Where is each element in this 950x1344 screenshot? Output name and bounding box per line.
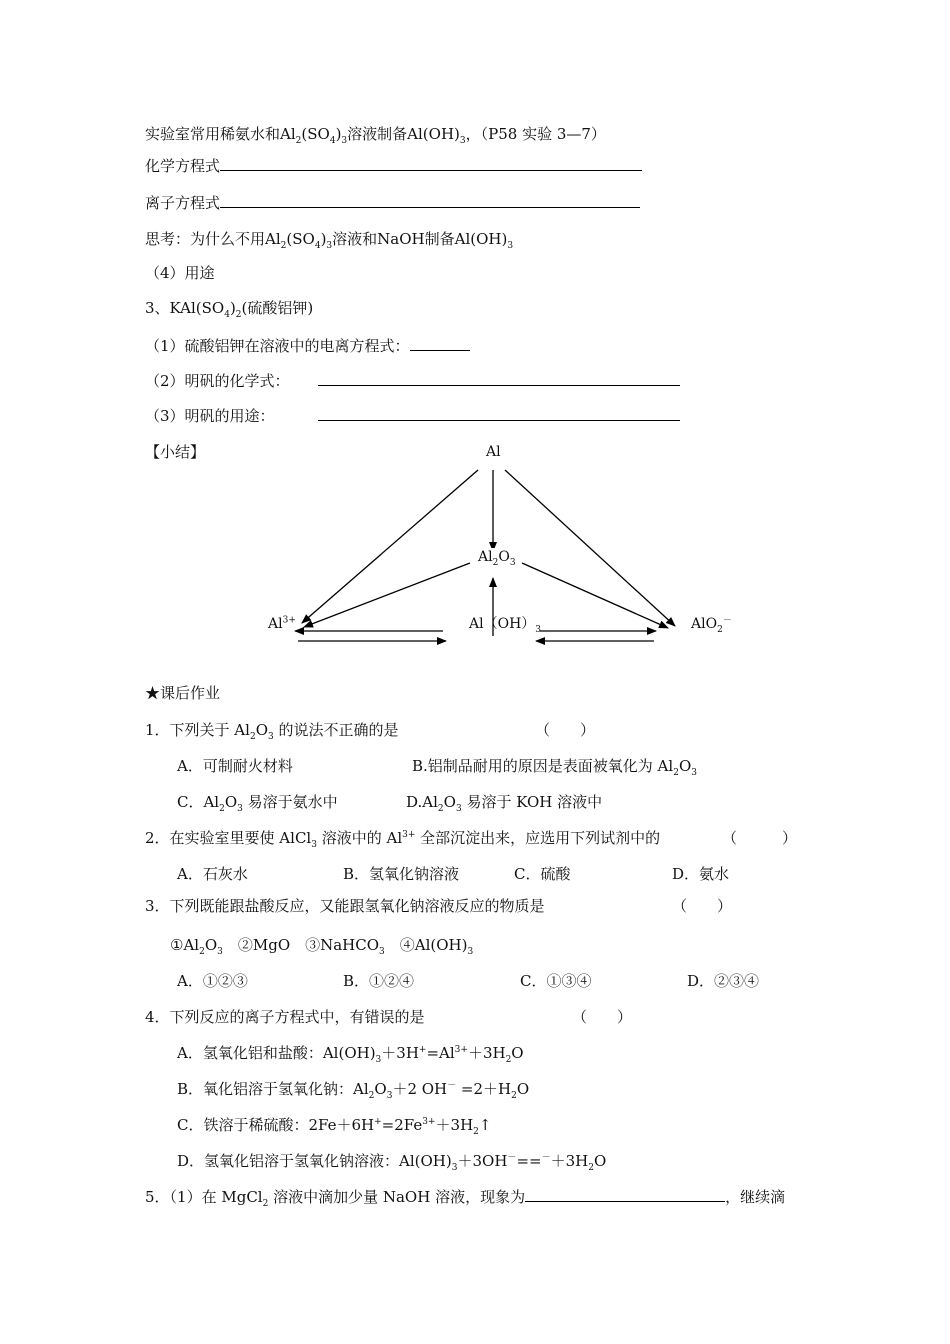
text: 5．（1）在 MgCl xyxy=(145,1188,263,1206)
text: Al xyxy=(478,549,493,565)
text: 2．在实验室里要使 AlCl xyxy=(145,829,312,847)
chem-eq-label: 化学方程式 xyxy=(145,157,221,175)
q1-option-c xyxy=(177,792,338,812)
text: O xyxy=(374,1080,387,1098)
text: == xyxy=(516,1152,542,1170)
text: ＋3H xyxy=(550,1152,589,1170)
ion-eq-label: 离子方程式 xyxy=(145,194,221,212)
q2-option-a: A．石灰水 xyxy=(177,865,248,883)
text: （3）明矾的用途： xyxy=(145,407,275,425)
subscript: 3 xyxy=(341,136,348,146)
text: 思考：为什么不用 xyxy=(145,230,266,248)
subscript: 2 xyxy=(588,1163,594,1173)
subscript: 2 xyxy=(673,768,679,778)
superscript: － xyxy=(722,615,732,626)
text: 1．下列关于 Al xyxy=(145,721,250,739)
question-1 xyxy=(145,720,399,740)
text: 的说法不正确的是 xyxy=(273,721,399,739)
answer-paren[interactable]: （ ） xyxy=(722,829,798,847)
subscript: 3 xyxy=(311,840,317,850)
arrow-al-to-alo2 xyxy=(505,470,675,626)
question-5 xyxy=(145,1187,785,1207)
subscript: 2 xyxy=(717,624,723,635)
text: ①Al xyxy=(170,936,200,954)
q4-option-d xyxy=(177,1151,606,1171)
subscript: 2 xyxy=(235,310,242,320)
text: O xyxy=(204,936,218,954)
text: 易溶于氨水中 xyxy=(242,793,338,811)
subscript: 2 xyxy=(368,1091,375,1101)
subscript: 2 xyxy=(505,1055,512,1065)
subscript: 2 xyxy=(249,732,256,742)
text: =Al xyxy=(426,1044,455,1062)
answer-paren[interactable]: （ ） xyxy=(572,1008,633,1026)
q2-option-c: C．硫酸 xyxy=(514,865,571,883)
text: （1）硫酸铝钾在溶液中的电离方程式： xyxy=(145,337,410,355)
subscript: 3 xyxy=(459,136,466,146)
question-3: 3．下列既能跟盐酸反应，又能跟氢氧化钠溶液反应的物质是 xyxy=(145,897,545,915)
subscript: 3 xyxy=(467,947,474,957)
text: A．氢氧化铝和盐酸：Al(OH) xyxy=(177,1044,376,1062)
subscript: 2 xyxy=(295,136,302,146)
text: AlO xyxy=(691,616,718,632)
arrow-al-to-al3 xyxy=(302,470,478,623)
subscript: 4 xyxy=(329,136,336,146)
formula: NaOH xyxy=(377,230,425,248)
text: B．氧化铝溶于氢氧化钠：Al xyxy=(177,1080,369,1098)
homework-title: ★课后作业 xyxy=(145,684,221,702)
q3-option-b: B．①②④ xyxy=(343,972,415,990)
text: ＋3H xyxy=(435,1116,474,1134)
superscript: 3+ xyxy=(282,615,296,626)
text: ) xyxy=(229,299,236,317)
q3-items xyxy=(170,935,473,955)
text: 易溶于 KOH 溶液中 xyxy=(461,793,603,811)
text: （2）明矾的化学式： xyxy=(145,372,290,390)
text: 溶液中滴加少量 NaOH 溶液，现象为 xyxy=(268,1188,526,1206)
arrow-al2o3-to-al3 xyxy=(304,563,470,627)
superscript: 3+ xyxy=(402,830,416,840)
text: ④Al(OH) xyxy=(384,936,468,954)
text: Al（OH） xyxy=(469,616,536,632)
subscript: 2 xyxy=(492,557,499,568)
text: 全部沉淀出来，应选用下列试剂中的 xyxy=(415,829,661,847)
q3-option-a: A．①②③ xyxy=(177,972,248,990)
text: D．氢氧化铝溶于氢氧化钠溶液：Al(OH) xyxy=(177,1152,452,1170)
subscript: 3 xyxy=(509,557,516,568)
text: ＋2 OH xyxy=(392,1080,448,1098)
formula: ) xyxy=(335,125,342,143)
question-2 xyxy=(145,828,660,848)
subscript: 3 xyxy=(268,732,274,742)
text: O xyxy=(593,1152,607,1170)
answer-blank[interactable] xyxy=(525,1187,725,1202)
formula: Al(OH) xyxy=(454,230,508,248)
q1-option-b xyxy=(412,756,697,776)
text: ＋3H xyxy=(381,1044,419,1062)
subscript: 4 xyxy=(224,310,230,320)
subscript: 2 xyxy=(262,1199,269,1209)
text: D.Al xyxy=(406,793,438,811)
question-4: 4．下列反应的离子方程式中，有错误的是 xyxy=(145,1008,425,1026)
formula: Al xyxy=(265,230,281,248)
superscript: + xyxy=(374,1117,382,1127)
summary-label: 【小结】 xyxy=(145,443,206,461)
node-alo2 xyxy=(691,615,732,633)
subscript: 3 xyxy=(386,1091,393,1101)
text: ＋3H xyxy=(467,1044,506,1062)
subscript: 3 xyxy=(379,947,385,957)
text: ＋3OH xyxy=(457,1152,508,1170)
subscript: 4 xyxy=(314,241,321,251)
text: O xyxy=(443,793,456,811)
formula: ) xyxy=(320,230,327,248)
text: 溶液中的 Al xyxy=(316,829,403,847)
text: B.铝制品耐用的原因是表面被氧化为 Al xyxy=(412,757,674,775)
q2-option-b: B．氢氧化钠溶液 xyxy=(343,865,460,883)
text: =2＋H xyxy=(456,1080,512,1098)
formula: Al(OH) xyxy=(407,125,460,143)
superscript: － xyxy=(447,1081,457,1091)
subscript: 2 xyxy=(473,1127,479,1137)
node-al: Al xyxy=(486,444,501,460)
subscript: 2 xyxy=(219,804,225,814)
subscript: 2 xyxy=(437,804,444,814)
text: O xyxy=(516,1080,530,1098)
text: O xyxy=(255,721,268,739)
subscript: 3 xyxy=(451,1163,458,1173)
section-4-label: （4）用途 xyxy=(145,264,215,282)
q2-option-d: D．氨水 xyxy=(672,865,730,883)
q3-option-d: D．②③④ xyxy=(687,972,760,990)
subscript: 3 xyxy=(507,241,514,251)
text: ②MgO ③NaHCO xyxy=(222,936,380,954)
subscript: 2 xyxy=(199,947,205,957)
text: O xyxy=(511,1044,524,1062)
subscript: 3 xyxy=(217,947,223,957)
formula: (SO xyxy=(286,230,315,248)
text: ↑ xyxy=(478,1116,492,1134)
text: C．铁溶于稀硫酸：2Fe＋6H xyxy=(177,1116,375,1134)
q1-option-d xyxy=(406,792,602,812)
subscript: 3 xyxy=(237,804,243,814)
text: 实验室常用稀氨水和 xyxy=(145,125,281,143)
subscript: 3 xyxy=(375,1055,382,1065)
formula: Al xyxy=(280,125,296,143)
text: 溶液和 xyxy=(332,230,378,248)
node-aloh3 xyxy=(469,615,541,633)
superscript: － xyxy=(541,1153,551,1163)
text: (硫酸铝钾) xyxy=(241,299,314,317)
node-al3 xyxy=(268,615,296,633)
text: Al xyxy=(268,616,283,632)
text: 制备 xyxy=(424,230,455,248)
superscript: 3+ xyxy=(422,1117,436,1127)
subscript: 2 xyxy=(511,1091,517,1101)
q4-option-a xyxy=(177,1043,524,1063)
q4-option-b xyxy=(177,1079,529,1099)
text: C．Al xyxy=(177,793,220,811)
subscript: 3 xyxy=(326,241,333,251)
superscript: 3+ xyxy=(454,1045,468,1055)
formula: (SO xyxy=(301,125,330,143)
text: O xyxy=(498,549,510,565)
text: ，（P58 实验 3—7） xyxy=(465,125,606,143)
text: 3、KAl(SO xyxy=(145,299,225,317)
superscript: + xyxy=(418,1045,427,1055)
text: ，继续滴 xyxy=(725,1188,786,1206)
subscript: 3 xyxy=(535,624,542,635)
text: =2Fe xyxy=(381,1116,423,1134)
arrow-al2o3-to-alo2 xyxy=(522,563,668,628)
subscript: 2 xyxy=(280,241,287,251)
subscript: 3 xyxy=(691,768,697,778)
node-al2o3 xyxy=(478,548,516,566)
subscript: 3 xyxy=(455,804,462,814)
q4-option-c xyxy=(177,1115,491,1135)
text: O xyxy=(224,793,238,811)
answer-paren[interactable]: （ ） xyxy=(672,897,733,915)
answer-paren[interactable]: （ ） xyxy=(535,721,596,739)
text: 溶液制备 xyxy=(347,125,408,143)
q1-option-a: A．可制耐火材料 xyxy=(177,757,293,775)
q3-option-c: C．①③④ xyxy=(520,972,592,990)
text: O xyxy=(678,757,692,775)
superscript: － xyxy=(507,1153,517,1163)
